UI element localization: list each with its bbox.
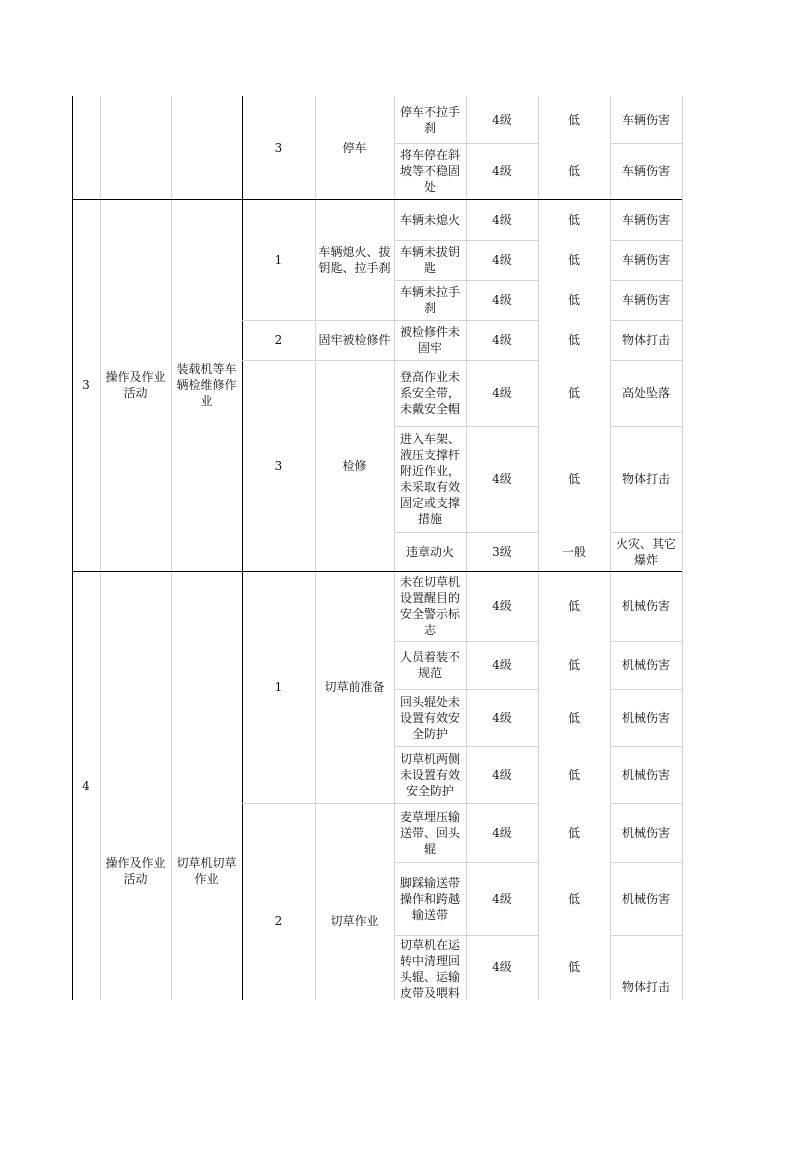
hazard-level: 4级 <box>492 599 512 613</box>
hazard-cause: 被检修件未固牢 <box>399 325 460 355</box>
section-no: 3 <box>82 378 90 392</box>
item-name: 固牢被检修件 <box>318 333 391 347</box>
hazard-level: 4级 <box>492 112 512 127</box>
hazard-cause: 脚踩输送带操作和跨越输送带 <box>399 875 460 922</box>
item-no: 1 <box>274 252 283 267</box>
accident-type: 车辆伤害 <box>621 112 670 127</box>
activity-name: 装载机等车辆检维修作业 <box>176 362 237 408</box>
accident-type: 车辆伤害 <box>621 212 670 227</box>
hazard-level: 3级 <box>492 544 512 559</box>
activity-category: 操作及作业活动 <box>105 370 166 400</box>
hazard-level: 4级 <box>492 891 512 906</box>
item-name: 切草作业 <box>330 914 379 928</box>
risk-grade: 低 <box>567 472 580 486</box>
hazard-level: 4级 <box>492 960 512 974</box>
item-no: 3 <box>274 458 283 473</box>
hazard-level: 4级 <box>492 472 512 486</box>
accident-type: 机械伤害 <box>621 891 670 906</box>
hazard-cause: 切草机在运转中清理回头辊、运输皮带及喂料 <box>399 938 460 1000</box>
accident-type: 高处坠落 <box>621 386 670 400</box>
risk-grade: 一般 <box>561 544 586 559</box>
activity-category-text: 操作及作业活动 <box>105 856 166 886</box>
risk-grade: 低 <box>567 212 580 227</box>
section-no: 4 <box>82 778 90 793</box>
item-no: 3 <box>274 140 283 155</box>
item-no: 2 <box>274 914 283 928</box>
hazard-cause: 车辆未拔钥匙 <box>399 245 460 275</box>
item-no: 1 <box>274 680 283 694</box>
accident-type: 火灾、其它爆炸 <box>615 536 676 567</box>
hazard-level: 4级 <box>492 825 512 840</box>
risk-grade: 低 <box>567 658 580 672</box>
hazard-cause: 车辆未拉手刹 <box>399 285 460 315</box>
risk-grade: 低 <box>567 599 580 613</box>
hazard-cause: 登高作业未系安全带，未戴安全帽 <box>399 370 460 416</box>
risk-grade: 低 <box>567 960 580 974</box>
accident-type: 物体打击 <box>621 980 670 994</box>
accident-type: 车辆伤害 <box>621 164 670 178</box>
hazard-level: 4级 <box>492 253 512 267</box>
hazard-cause: 切草机两侧未设置有效安全防护 <box>399 751 460 798</box>
accident-type: 车辆伤害 <box>621 253 670 267</box>
accident-type: 机械伤害 <box>621 599 670 613</box>
hazard-cause: 麦草埋压输送带、回头辊 <box>399 809 460 856</box>
risk-grade: 低 <box>567 710 580 725</box>
hazard-cause: 违章动火 <box>405 544 454 559</box>
item-name: 切草前准备 <box>324 680 385 694</box>
accident-type: 物体打击 <box>621 472 670 486</box>
clipped-row <box>394 935 682 1000</box>
hazard-cause: 进入车架、液压支撑杆附近作业，未采取有效固定或支撑措施 <box>399 432 460 526</box>
activity-name-text: 切草机切草作业 <box>176 856 237 886</box>
accident-type: 机械伤害 <box>621 825 670 840</box>
accident-type: 机械伤害 <box>621 767 670 782</box>
accident-type: 车辆伤害 <box>621 293 670 307</box>
risk-grade: 低 <box>567 253 580 267</box>
hazard-level: 4级 <box>492 212 512 227</box>
hazard-level: 4级 <box>492 386 512 400</box>
item-name: 检修 <box>342 458 367 473</box>
hazard-cause: 回头辊处未设置有效安全防护 <box>399 694 460 741</box>
item-no: 2 <box>274 333 283 347</box>
risk-grade: 低 <box>567 164 580 178</box>
hazard-level: 4级 <box>492 710 512 725</box>
risk-grade: 低 <box>567 891 580 906</box>
hazard-level: 4级 <box>492 333 512 347</box>
risk-grade: 低 <box>567 825 580 840</box>
page-bottom-margin <box>0 1000 793 1122</box>
hazard-cause: 车辆未熄火 <box>399 212 460 227</box>
hazard-cause: 未在切草机设置醒目的安全警示标志 <box>399 575 460 637</box>
hazard-level: 4级 <box>492 293 512 307</box>
risk-grade: 低 <box>567 333 580 347</box>
risk-grade: 低 <box>567 767 580 782</box>
hazard-level: 4级 <box>492 164 512 178</box>
hazard-level: 4级 <box>492 658 512 672</box>
hazard-level: 4级 <box>492 767 512 782</box>
risk-grade: 低 <box>567 386 580 400</box>
accident-type: 机械伤害 <box>621 658 670 672</box>
hazard-cause: 将车停在斜坡等不稳固处 <box>399 148 460 194</box>
grid-line <box>682 96 683 1000</box>
risk-grade: 低 <box>567 293 580 307</box>
hazard-cause: 停车不拉手刹 <box>399 104 460 135</box>
hazard-cause: 人员着装不规范 <box>399 650 460 680</box>
item-name: 车辆熄火、拔钥匙、拉手刹 <box>318 244 391 275</box>
risk-grade: 低 <box>567 112 580 127</box>
accident-type: 机械伤害 <box>621 710 670 725</box>
accident-type: 物体打击 <box>621 333 670 347</box>
item-name: 停车 <box>342 140 367 155</box>
